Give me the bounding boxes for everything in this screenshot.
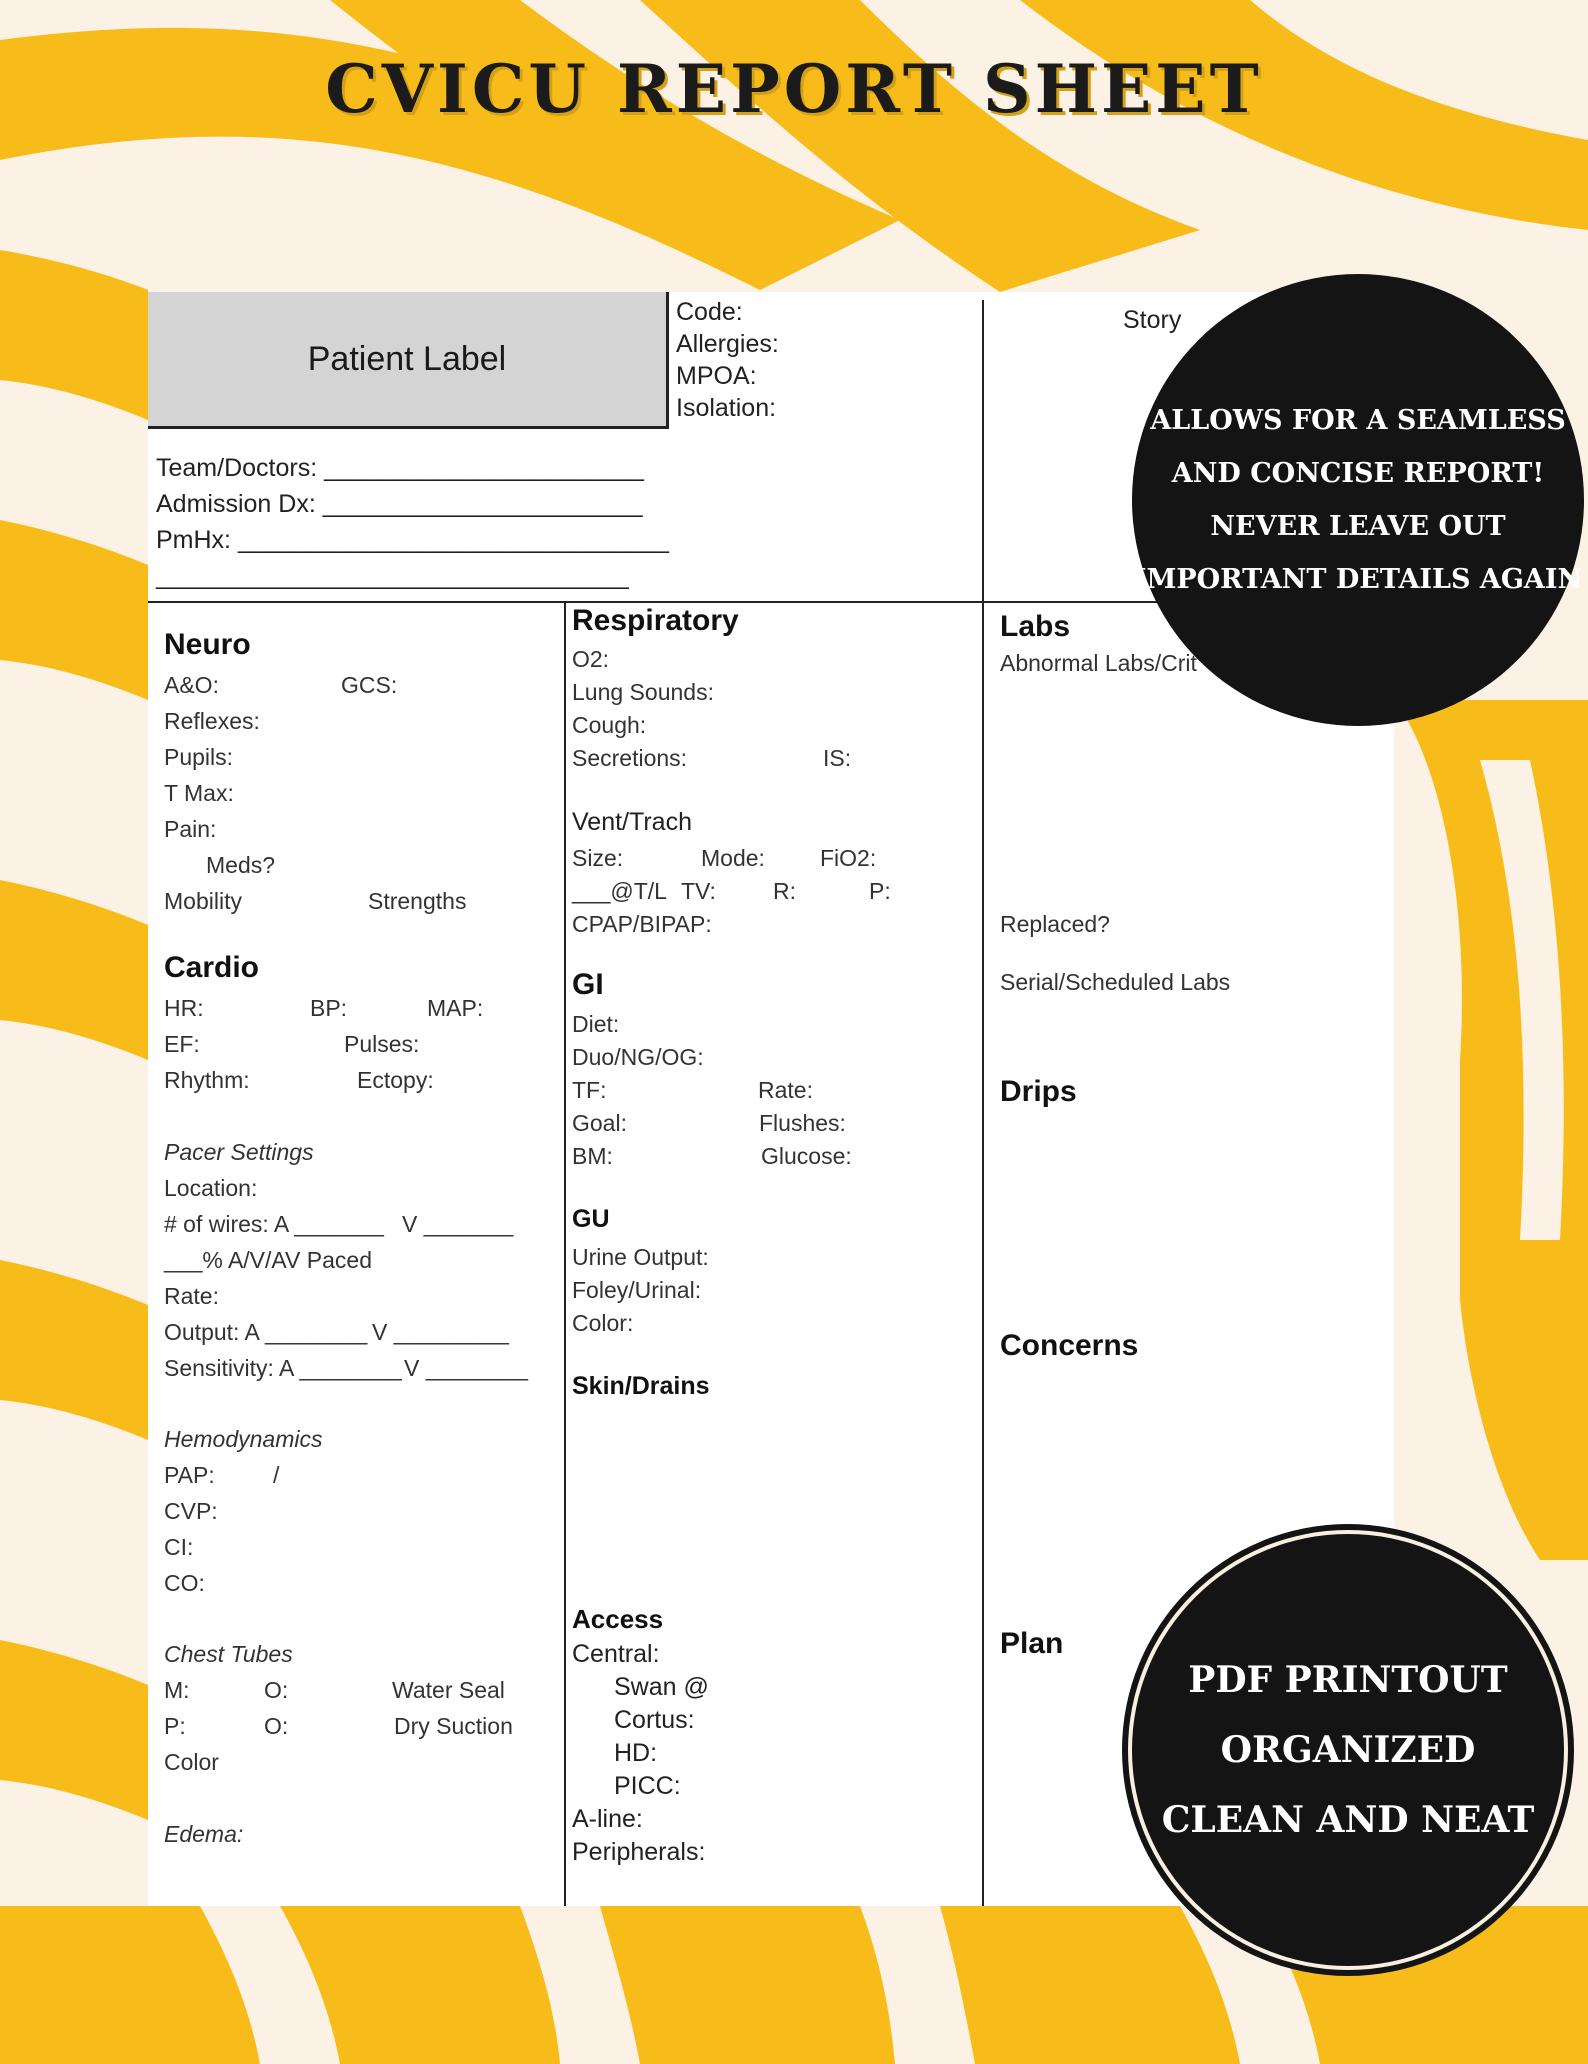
pmhx-blank-line: __________________________________ [156, 562, 629, 590]
duo-field: Duo/NG/OG: [572, 1044, 704, 1070]
bm-field: BM: [572, 1143, 613, 1169]
tf-field: TF: [572, 1077, 607, 1103]
cvp-field: CVP: [164, 1498, 218, 1524]
page-title: CVICU REPORT SHEET [325, 50, 1263, 128]
swan-field: Swan @ [614, 1673, 709, 1701]
replaced-field: Replaced? [1000, 911, 1110, 937]
dry-suction-field: Dry Suction [394, 1713, 513, 1739]
ectopy-field: Ectopy: [357, 1067, 434, 1093]
gcs-field: GCS: [341, 672, 398, 698]
vent-tl-field: ___@T/L [572, 878, 667, 904]
badge2-line2: ORGANIZED [1220, 1729, 1476, 1771]
bp-field: BP: [310, 995, 348, 1021]
respiratory-heading: Respiratory [572, 604, 739, 637]
feature-badge-report [1133, 280, 1583, 720]
water-seal-field: Water Seal [392, 1677, 505, 1703]
aline-field: A-line: [572, 1805, 643, 1833]
rate-field: Rate: [164, 1283, 219, 1309]
allergies-field: Allergies: [676, 330, 779, 358]
vent-size-field: Size: [572, 845, 624, 871]
flushes-field: Flushes: [759, 1110, 846, 1136]
badge1-line4: IMPORTANT DETAILS AGAIN [1133, 564, 1583, 595]
patient-label-text: Patient Label [307, 339, 507, 378]
drips-heading: Drips [1000, 1075, 1077, 1108]
gu-heading: GU [572, 1205, 610, 1233]
pap-slash: / [273, 1462, 280, 1488]
plan-heading: Plan [1000, 1627, 1064, 1660]
badge2-line1: PDF PRINTOUT [1188, 1659, 1508, 1701]
code-field: Code: [676, 298, 743, 326]
peripherals-field: Peripherals: [572, 1838, 706, 1866]
access-heading: Access [572, 1604, 664, 1634]
vent-tv-field: TV: [681, 878, 716, 904]
urine-output-field: Urine Output: [572, 1244, 709, 1270]
isolation-field: Isolation: [676, 394, 777, 422]
ci-field: CI: [164, 1534, 194, 1560]
diet-field: Diet: [572, 1011, 620, 1037]
pacer-heading: Pacer Settings [164, 1139, 314, 1165]
pulses-field: Pulses: [344, 1031, 420, 1057]
hr-field: HR: [164, 995, 204, 1021]
labs-heading: Labs [1000, 610, 1071, 643]
sensitivity-v-field: V ________ [404, 1355, 529, 1381]
strengths-field: Strengths [368, 888, 467, 914]
badge1-line1: ALLOWS FOR A SEAMLESS [1150, 405, 1566, 436]
pain-field: Pain: [164, 816, 217, 842]
sensitivity-a-field: Sensitivity: A ________ [164, 1355, 402, 1381]
vent-mode-field: Mode: [701, 845, 765, 871]
feature-badge-pdf [1138, 1540, 1558, 1960]
central-field: Central: [572, 1640, 660, 1668]
badge1-line3: NEVER LEAVE OUT [1210, 511, 1506, 542]
chest-color-field: Color [164, 1749, 219, 1775]
foley-field: Foley/Urinal: [572, 1277, 702, 1303]
vent-trach-heading: Vent/Trach [572, 808, 692, 836]
chest-o1-field: O: [264, 1677, 289, 1703]
meds-field: Meds? [206, 852, 276, 878]
chest-p-field: P: [164, 1713, 186, 1739]
serial-labs-field: Serial/Scheduled Labs [1000, 969, 1231, 995]
team-field: Team/Doctors: _______________________ [156, 454, 644, 482]
cortus-field: Cortus: [614, 1706, 695, 1734]
mobility-field: Mobility [164, 888, 242, 914]
paced-field: ___% A/V/AV Paced [164, 1247, 372, 1273]
map-field: MAP: [427, 995, 484, 1021]
cpap-field: CPAP/BIPAP: [572, 911, 712, 937]
mpoa-field: MPOA: [676, 362, 757, 390]
edema-field: Edema: [164, 1821, 244, 1847]
badge1-line2: AND CONCISE REPORT! [1171, 458, 1545, 489]
concerns-heading: Concerns [1000, 1329, 1139, 1362]
picc-field: PICC: [614, 1772, 681, 1800]
admission-field: Admission Dx: _______________________ [156, 490, 643, 518]
lung-sounds-field: Lung Sounds: [572, 679, 714, 705]
pupils-field: Pupils: [164, 744, 234, 770]
skin-drains-heading: Skin/Drains [572, 1372, 710, 1400]
output-a-field: Output: A ________ [164, 1319, 368, 1345]
chest-m-field: M: [164, 1677, 190, 1703]
secretions-field: Secretions: [572, 745, 688, 771]
hemodynamics-heading: Hemodynamics [164, 1426, 323, 1452]
hd-field: HD: [614, 1739, 658, 1767]
story-field: Story [1123, 306, 1182, 334]
glucose-field: Glucose: [761, 1143, 852, 1169]
tmax-field: T Max: [164, 780, 234, 806]
reflexes-field: Reflexes: [164, 708, 260, 734]
badge2-line3: CLEAN AND NEAT [1161, 1799, 1535, 1841]
location-field: Location: [164, 1175, 258, 1201]
vent-r-field: R: [773, 878, 796, 904]
neuro-heading: Neuro [164, 628, 251, 661]
patient-label-box [148, 292, 669, 429]
vent-fio2-field: FiO2: [820, 845, 877, 871]
gi-heading: GI [572, 968, 604, 1001]
o2-field: O2: [572, 646, 610, 672]
wires-a-field: # of wires: A _______ [164, 1211, 384, 1237]
co-field: CO: [164, 1570, 205, 1596]
cardio-heading: Cardio [164, 951, 260, 984]
gu-color-field: Color: [572, 1310, 634, 1336]
ef-field: EF: [164, 1031, 200, 1057]
divider-col1 [564, 601, 566, 1906]
chest-tubes-heading: Chest Tubes [164, 1641, 293, 1667]
pap-field: PAP: [164, 1462, 215, 1488]
goal-field: Goal: [572, 1110, 627, 1136]
ao-field: A&O: [164, 672, 219, 698]
is-field: IS: [823, 745, 852, 771]
chest-o2-field: O: [264, 1713, 289, 1739]
cough-field: Cough: [572, 712, 647, 738]
rhythm-field: Rhythm: [164, 1067, 250, 1093]
divider-col2 [982, 601, 984, 1906]
abnormal-labs-field: Abnormal Labs/Crit [1000, 650, 1197, 676]
vent-p-field: P: [869, 878, 891, 904]
output-v-field: V _________ [372, 1319, 509, 1345]
pmhx-field: PmHx: _______________________________ [156, 526, 669, 554]
wires-v-field: V _______ [402, 1211, 514, 1237]
gi-rate-field: Rate: [758, 1077, 813, 1103]
